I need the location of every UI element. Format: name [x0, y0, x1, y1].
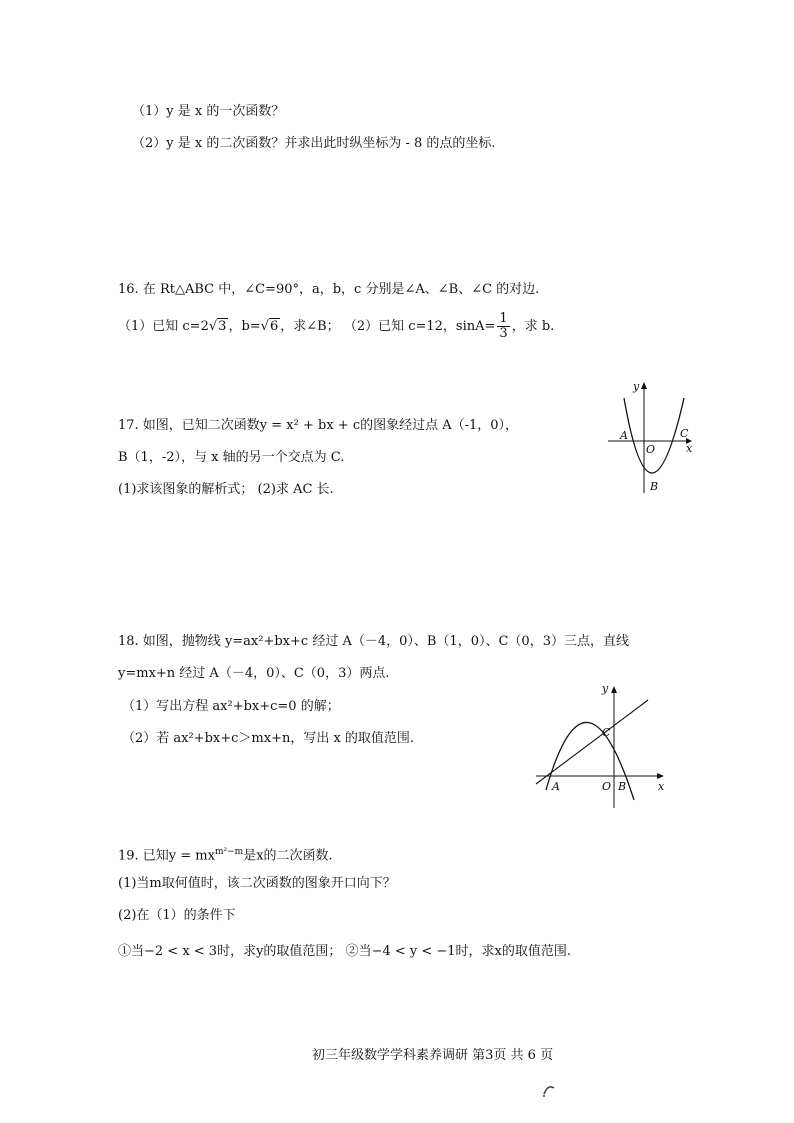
q17-parabola-graph: [606, 378, 696, 496]
q18-label-x: x: [658, 780, 665, 793]
q17-stem: 17. 如图，已知二次函数y = x² + bx + c的图象经过点 A（-1，0），: [118, 418, 519, 433]
q15-part1: （1）y 是 x 的一次函数？: [132, 104, 285, 119]
q18-x-arrow: [657, 773, 664, 779]
page-footer: 初三年级数学学科素养调研 第3页 共 6 页: [312, 1048, 554, 1063]
q17-label-B: B: [650, 480, 659, 493]
q17-label-y: y: [633, 380, 640, 393]
q15-part2: （2）y 是 x 的二次函数？并求出此时纵坐标为 - 8 的点的坐标.: [132, 136, 496, 151]
q17-line3: (1)求该图象的解析式； (2)求 AC 长.: [118, 482, 334, 497]
q19-part1: (1)当m取何值时，该二次函数的图象开口向下？: [118, 876, 396, 891]
q16-sqrt-6: 6: [269, 319, 279, 334]
q18-line: [536, 700, 648, 784]
q18-label-C: C: [602, 726, 611, 739]
q17-label-O: O: [646, 443, 656, 456]
q16-p2-post: ，求 b.: [511, 319, 555, 334]
q16-p1-mid: ，b=: [228, 319, 261, 334]
q18-label-O: O: [602, 780, 612, 793]
q18-part1: （1）写出方程 ax²+bx+c=0 的解；: [122, 699, 340, 714]
q16-stem: 16. 在 Rt△ABC 中，∠C=90°，a，b，c 分别是∠A、∠B、∠C 的对边.: [118, 282, 540, 297]
q18-graph: [530, 680, 670, 812]
q17-label-A: A: [620, 429, 628, 442]
q19-exponent: m²−m: [214, 847, 244, 857]
q16-p1-pre: （1）已知 c=2: [118, 319, 209, 334]
q19-part2: (2)在（1）的条件下: [118, 908, 236, 923]
q16-frac-den: 3: [499, 326, 508, 341]
q19-stem: [118, 842, 333, 866]
q19-stem-post: 是x的二次函数.: [243, 848, 333, 864]
q16-fraction: [497, 312, 509, 341]
q16-p1-post: ，求∠B； （2）已知 c=12，sinA=: [280, 319, 496, 334]
q18-line2: y=mx+n 经过 A（－4，0）、C（0，3）两点.: [118, 666, 390, 681]
q16-sqrt-3: 3: [218, 319, 227, 334]
q18-part2: （2）若 ax²+bx+c＞mx+n，写出 x 的取值范围.: [122, 731, 415, 746]
q18-label-B: B: [618, 780, 627, 793]
q19-part3: ①当−2 < x < 3时，求y的取值范围； ②当−4 < y < −1时，求x的取值范围.: [118, 944, 572, 959]
q17-parabola: [624, 398, 684, 473]
scan-mark-icon: [540, 1080, 560, 1100]
q16-parts: （1）已知 c=2√3 ，b=√6 ，求∠B； （2）已知 c=12，sinA= $\frac{1}{3}$ ，求 b.: [118, 311, 555, 341]
q18-y-arrow: [611, 686, 617, 693]
q17-line2: B（1，-2），与 x 轴的另一个交点为 C.: [118, 450, 345, 465]
q17-y-arrow: [641, 382, 647, 389]
q18-label-y: y: [602, 682, 609, 695]
q16-frac-num: 1: [499, 311, 508, 326]
q18-stem: 18. 如图，抛物线 y=ax²+bx+c 经过 A（－4，0）、B（1，0）、C（0，3）三点，直线: [118, 634, 629, 649]
q19-stem-pre: 19. 已知y = mx: [118, 848, 215, 864]
q17-label-C: C: [680, 427, 689, 440]
q18-label-A: A: [552, 780, 560, 793]
q17-label-x: x: [686, 442, 693, 455]
